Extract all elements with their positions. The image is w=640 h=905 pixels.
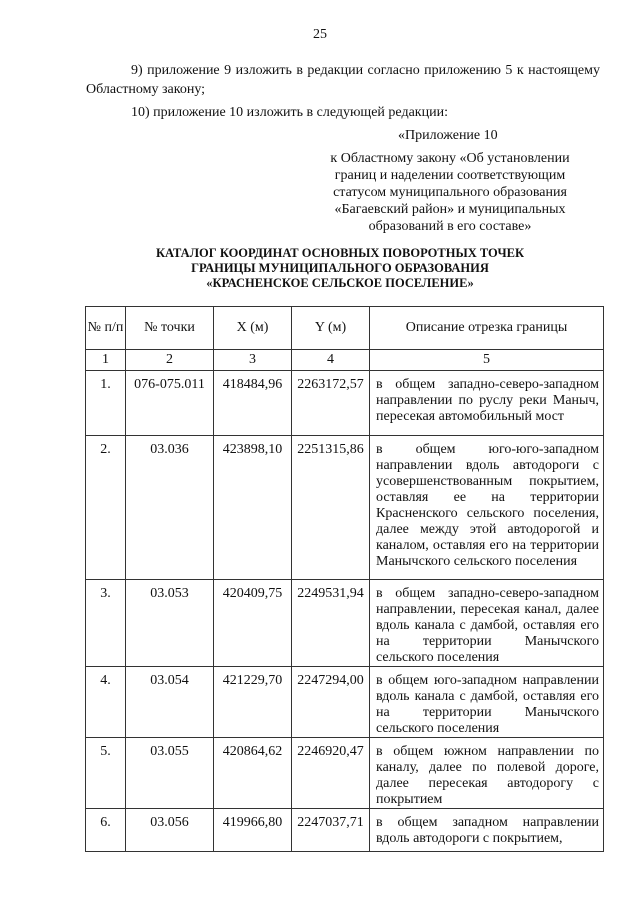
cell-description: в общем южном направлении по каналу, далее по полевой дороге, далее пересекая автодорогу с покрытием [370, 738, 604, 809]
cell-y: 2246920,47 [292, 738, 370, 809]
appendix-line: статусом муниципального образования [333, 185, 567, 200]
header-point: № точки [126, 307, 214, 350]
coordinates-table [85, 306, 604, 852]
header-number: № п/п [86, 307, 126, 350]
cell-point: 03.055 [126, 738, 214, 809]
catalog-title-line: «КРАСНЕНСКОЕ СЕЛЬСКОЕ ПОСЕЛЕНИЕ» [206, 276, 474, 290]
appendix-line: границ и наделении соответствующим [334, 168, 566, 183]
table-row [86, 809, 604, 852]
appendix-line: к Областному закону «Об установлении [330, 151, 570, 166]
cell-point: 03.036 [126, 436, 214, 580]
cell-y: 2247037,71 [292, 809, 370, 852]
table-index-row [86, 350, 604, 371]
table-row [86, 580, 604, 667]
cell-description: в общем юго-западном направлении вдоль канала с дамбой, оставляя его на территории Манычского сельского поселения [370, 667, 604, 738]
table-header-row [86, 307, 604, 350]
index-cell: 4 [292, 350, 370, 371]
cell-y: 2247294,00 [292, 667, 370, 738]
header-description: Описание отрезка границы [370, 307, 604, 350]
cell-point: 03.054 [126, 667, 214, 738]
cell-point: 03.053 [126, 580, 214, 667]
header-x: X (м) [214, 307, 292, 350]
page-number: 25 [313, 27, 327, 42]
catalog-title [80, 246, 600, 291]
index-cell: 3 [214, 350, 292, 371]
cell-number: 5. [86, 738, 126, 809]
catalog-title-line: ГРАНИЦЫ МУНИЦИПАЛЬНОГО ОБРАЗОВАНИЯ [191, 261, 489, 275]
cell-number: 6. [86, 809, 126, 852]
cell-y: 2263172,57 [292, 371, 370, 436]
cell-x: 420864,62 [214, 738, 292, 809]
table-row [86, 371, 604, 436]
cell-x: 418484,96 [214, 371, 292, 436]
index-cell: 2 [126, 350, 214, 371]
catalog-title-line: КАТАЛОГ КООРДИНАТ ОСНОВНЫХ ПОВОРОТНЫХ ТОЧЕК [155, 246, 525, 260]
paragraph-9: 9) приложение 9 изложить в редакции согласно приложению 5 к настоящему Областному закону; [86, 63, 600, 97]
index-cell: 5 [370, 350, 604, 371]
table-row [86, 667, 604, 738]
cell-point: 076-075.011 [126, 371, 214, 436]
index-cell: 1 [86, 350, 126, 371]
cell-number: 3. [86, 580, 126, 667]
cell-number: 2. [86, 436, 126, 580]
cell-y: 2249531,94 [292, 580, 370, 667]
table-row [86, 436, 604, 580]
header-y: Y (м) [292, 307, 370, 350]
cell-description: в общем западном направлении вдоль автодороги с покрытием, [370, 809, 604, 852]
appendix-caption [300, 150, 600, 235]
appendix-line: «Багаевский район» и муниципальных [334, 202, 566, 217]
cell-x: 421229,70 [214, 667, 292, 738]
paragraph-10: 10) приложение 10 изложить в следующей редакции: [131, 105, 448, 120]
cell-description: в общем западно-северо-западном направлении, пересекая канал, далее вдоль канала с дамбой, оставляя его на территории Манычского сельского поселения [370, 580, 604, 667]
appendix-title: «Приложение 10 [398, 128, 498, 143]
cell-point: 03.056 [126, 809, 214, 852]
table-row [86, 738, 604, 809]
cell-x: 420409,75 [214, 580, 292, 667]
cell-description: в общем юго-юго-западном направлении вдоль автодороги с усовершенствованным покрытием, оставляя ее на территории Красненского сельского поселения, далее между этой автодорогой и каналом, оставляя его на территории Манычского сельского поселения [370, 436, 604, 580]
cell-description: в общем западно-северо-западном направлении по руслу реки Маныч, пересекая автомобильный мост [370, 371, 604, 436]
cell-x: 419966,80 [214, 809, 292, 852]
cell-number: 1. [86, 371, 126, 436]
cell-number: 4. [86, 667, 126, 738]
appendix-line: образований в его составе» [368, 219, 532, 234]
cell-x: 423898,10 [214, 436, 292, 580]
cell-y: 2251315,86 [292, 436, 370, 580]
